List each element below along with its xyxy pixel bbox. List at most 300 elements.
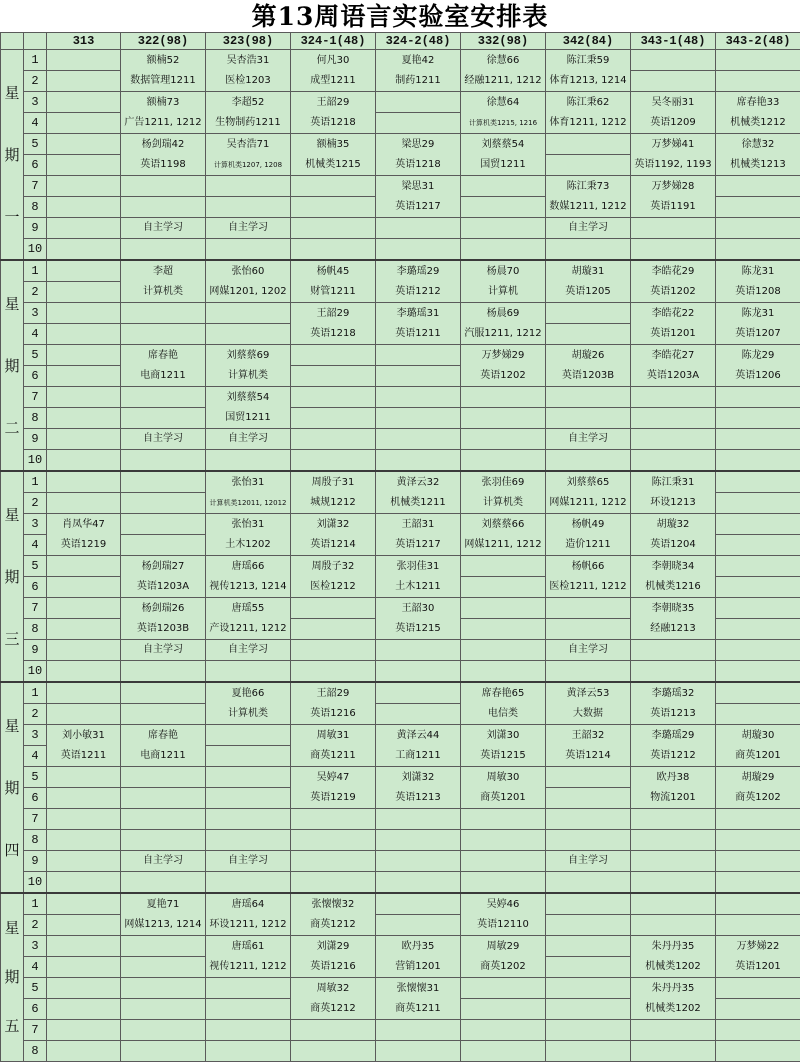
teacher-name: 杨晨69 bbox=[461, 304, 545, 324]
teacher-name: 张懐懐31 bbox=[376, 979, 460, 999]
teacher-name: 自主学习 bbox=[206, 429, 290, 449]
teacher-name: 黄泽云53 bbox=[546, 684, 630, 704]
empty-cell bbox=[546, 598, 631, 619]
class-name: 经融1211, 1212 bbox=[461, 71, 545, 91]
empty-cell bbox=[716, 556, 800, 577]
schedule-cell bbox=[121, 345, 206, 387]
teacher-name: 李璐瑶32 bbox=[631, 684, 715, 704]
teacher-name: 刘潇30 bbox=[461, 726, 545, 746]
class-name: 城规1212 bbox=[291, 493, 375, 513]
room-header: 332(98) bbox=[461, 33, 546, 50]
class-name: 英语1212 bbox=[631, 746, 715, 766]
schedule-cell bbox=[121, 50, 206, 92]
empty-cell bbox=[47, 788, 121, 809]
class-name: 英语1207 bbox=[716, 324, 800, 344]
class-name: 英语1211 bbox=[376, 324, 460, 344]
teacher-name: 夏艳66 bbox=[206, 684, 290, 704]
class-name: 汽服1211, 1212 bbox=[461, 324, 545, 344]
empty-cell bbox=[376, 830, 461, 851]
schedule-cell bbox=[546, 851, 631, 872]
teacher-name: 陈龙31 bbox=[716, 304, 800, 324]
empty-cell bbox=[47, 915, 121, 936]
class-name: 英语1206 bbox=[716, 366, 800, 386]
empty-cell bbox=[47, 218, 121, 239]
teacher-name: 吴婷46 bbox=[461, 895, 545, 915]
empty-cell bbox=[546, 830, 631, 851]
empty-cell bbox=[631, 239, 716, 261]
teacher-name: 胡璇26 bbox=[546, 346, 630, 366]
schedule-cell bbox=[461, 92, 546, 134]
corner-cell bbox=[1, 33, 24, 50]
schedule-cell bbox=[631, 514, 716, 556]
schedule-cell bbox=[546, 682, 631, 725]
period-number: 1 bbox=[24, 682, 47, 704]
class-name: 生物制药1211 bbox=[206, 113, 290, 133]
class-name: 英语1218 bbox=[291, 113, 375, 133]
schedule-row bbox=[1, 218, 800, 239]
schedule-cell bbox=[121, 134, 206, 176]
teacher-name: 唐瑶61 bbox=[206, 937, 290, 957]
class-name: 电商1211 bbox=[121, 746, 205, 766]
empty-cell bbox=[461, 830, 546, 851]
class-name: 英语1214 bbox=[546, 746, 630, 766]
schedule-cell bbox=[121, 851, 206, 872]
period-number: 5 bbox=[24, 134, 47, 155]
teacher-name: 自主学习 bbox=[546, 851, 630, 871]
empty-cell bbox=[47, 619, 121, 640]
empty-cell bbox=[716, 640, 800, 661]
empty-cell bbox=[716, 1041, 800, 1062]
day-label: 星期一 bbox=[1, 50, 24, 261]
teacher-name: 刘蔡蔡66 bbox=[461, 515, 545, 535]
period-number: 4 bbox=[24, 324, 47, 345]
empty-cell bbox=[47, 345, 121, 366]
empty-cell bbox=[291, 408, 376, 429]
schedule-row bbox=[1, 640, 800, 661]
class-name: 英语1218 bbox=[376, 155, 460, 175]
empty-cell bbox=[716, 408, 800, 429]
teacher-name: 陈江秉59 bbox=[546, 51, 630, 71]
class-name: 英语1217 bbox=[376, 197, 460, 217]
class-name: 英语1218 bbox=[291, 324, 375, 344]
day-label: 星期二 bbox=[1, 260, 24, 471]
empty-cell bbox=[47, 134, 121, 155]
empty-cell bbox=[291, 830, 376, 851]
empty-cell bbox=[121, 303, 206, 324]
schedule-cell bbox=[206, 598, 291, 640]
class-name: 国贸1211 bbox=[461, 155, 545, 175]
class-name: 计算机类 bbox=[121, 282, 205, 302]
room-header: 343-2(48) bbox=[716, 33, 800, 50]
schedule-cell bbox=[206, 429, 291, 450]
empty-cell bbox=[461, 661, 546, 683]
empty-cell bbox=[546, 619, 631, 640]
teacher-name: 额楠52 bbox=[121, 51, 205, 71]
empty-cell bbox=[716, 197, 800, 218]
day-label: 星期五 bbox=[1, 893, 24, 1062]
class-name: 英语1203A bbox=[631, 366, 715, 386]
teacher-name: 自主学习 bbox=[206, 851, 290, 871]
schedule-cell bbox=[631, 682, 716, 725]
empty-cell bbox=[47, 704, 121, 725]
empty-cell bbox=[47, 71, 121, 92]
empty-cell bbox=[546, 661, 631, 683]
empty-cell bbox=[716, 809, 800, 830]
empty-cell bbox=[121, 788, 206, 809]
empty-cell bbox=[47, 893, 121, 915]
class-name: 计算机类12011, 12012 bbox=[206, 493, 290, 513]
empty-cell bbox=[546, 893, 631, 915]
teacher-name: 李皓花22 bbox=[631, 304, 715, 324]
schedule-cell bbox=[206, 345, 291, 387]
class-name: 计算机类1215, 1216 bbox=[461, 113, 545, 133]
period-number: 6 bbox=[24, 788, 47, 809]
empty-cell bbox=[716, 71, 800, 92]
period-number: 8 bbox=[24, 830, 47, 851]
class-name: 英语1192, 1193 bbox=[631, 155, 715, 175]
empty-cell bbox=[716, 830, 800, 851]
empty-cell bbox=[121, 387, 206, 408]
schedule-cell bbox=[47, 725, 121, 767]
empty-cell bbox=[461, 851, 546, 872]
empty-cell bbox=[47, 450, 121, 472]
teacher-name: 黄泽云32 bbox=[376, 473, 460, 493]
period-number: 5 bbox=[24, 345, 47, 366]
teacher-name: 杨剑瑞26 bbox=[121, 599, 205, 619]
schedule-cell bbox=[376, 767, 461, 809]
schedule-cell bbox=[206, 50, 291, 92]
empty-cell bbox=[376, 704, 461, 725]
teacher-name: 夏艳42 bbox=[376, 51, 460, 71]
empty-cell bbox=[376, 239, 461, 261]
teacher-name: 陈龙31 bbox=[716, 262, 800, 282]
class-name: 土木1202 bbox=[206, 535, 290, 555]
period-number: 6 bbox=[24, 366, 47, 387]
empty-cell bbox=[546, 324, 631, 345]
room-header: 342(84) bbox=[546, 33, 631, 50]
teacher-name: 万梦娣28 bbox=[631, 177, 715, 197]
schedule-row bbox=[1, 471, 800, 493]
teacher-name: 王韶30 bbox=[376, 599, 460, 619]
empty-cell bbox=[47, 324, 121, 345]
schedule-cell bbox=[121, 218, 206, 239]
teacher-name: 张怡31 bbox=[206, 515, 290, 535]
schedule-row bbox=[1, 556, 800, 577]
empty-cell bbox=[206, 788, 291, 809]
schedule-cell bbox=[631, 345, 716, 387]
schedule-cell bbox=[546, 725, 631, 767]
schedule-row bbox=[1, 725, 800, 746]
empty-cell bbox=[461, 239, 546, 261]
empty-cell bbox=[376, 640, 461, 661]
empty-cell bbox=[716, 999, 800, 1020]
schedule-row bbox=[1, 1041, 800, 1062]
schedule-row bbox=[1, 1020, 800, 1041]
teacher-name: 陈江秉31 bbox=[631, 473, 715, 493]
schedule-cell bbox=[206, 682, 291, 725]
empty-cell bbox=[47, 303, 121, 324]
period-number: 7 bbox=[24, 176, 47, 197]
empty-cell bbox=[47, 176, 121, 197]
empty-cell bbox=[47, 556, 121, 577]
empty-cell bbox=[716, 915, 800, 936]
teacher-name: 王韶29 bbox=[291, 93, 375, 113]
schedule-cell bbox=[716, 725, 800, 767]
empty-cell bbox=[376, 366, 461, 387]
teacher-name: 李朝晓34 bbox=[631, 557, 715, 577]
schedule-cell bbox=[461, 682, 546, 725]
empty-cell bbox=[716, 50, 800, 71]
class-name: 电商1211 bbox=[121, 366, 205, 386]
room-header: 313 bbox=[47, 33, 121, 50]
empty-cell bbox=[47, 50, 121, 71]
class-name: 制药1211 bbox=[376, 71, 460, 91]
teacher-name: 周敏30 bbox=[461, 768, 545, 788]
empty-cell bbox=[47, 429, 121, 450]
schedule-cell bbox=[291, 556, 376, 598]
room-header: 323(98) bbox=[206, 33, 291, 50]
schedule-cell bbox=[376, 725, 461, 767]
empty-cell bbox=[376, 682, 461, 704]
period-number: 8 bbox=[24, 1041, 47, 1062]
teacher-name: 梁思29 bbox=[376, 135, 460, 155]
schedule-table bbox=[0, 32, 800, 1062]
empty-cell bbox=[461, 619, 546, 640]
class-name: 英语1203B bbox=[121, 619, 205, 639]
teacher-name: 吴杏浩71 bbox=[206, 135, 290, 155]
header-row bbox=[1, 33, 800, 50]
empty-cell bbox=[461, 197, 546, 218]
empty-cell bbox=[47, 282, 121, 303]
teacher-name: 张怡60 bbox=[206, 262, 290, 282]
empty-cell bbox=[546, 1041, 631, 1062]
period-number: 9 bbox=[24, 640, 47, 661]
class-name: 计算机类 bbox=[206, 704, 290, 724]
empty-cell bbox=[291, 366, 376, 387]
period-number: 8 bbox=[24, 197, 47, 218]
schedule-cell bbox=[716, 92, 800, 134]
class-name: 英语1215 bbox=[461, 746, 545, 766]
empty-cell bbox=[716, 598, 800, 619]
empty-cell bbox=[546, 239, 631, 261]
teacher-name: 朱丹丹35 bbox=[631, 979, 715, 999]
schedule-body bbox=[1, 50, 800, 1062]
teacher-name: 席春艳33 bbox=[716, 93, 800, 113]
teacher-name: 杨帆45 bbox=[291, 262, 375, 282]
empty-cell bbox=[47, 387, 121, 408]
empty-cell bbox=[206, 978, 291, 999]
class-name: 网媒1213, 1214 bbox=[121, 915, 205, 935]
class-name: 商英1201 bbox=[461, 788, 545, 808]
empty-cell bbox=[461, 218, 546, 239]
empty-cell bbox=[631, 218, 716, 239]
schedule-cell bbox=[206, 556, 291, 598]
class-name: 成型1211 bbox=[291, 71, 375, 91]
room-header: 343-1(48) bbox=[631, 33, 716, 50]
teacher-name: 李朝晓35 bbox=[631, 599, 715, 619]
class-name: 英语1219 bbox=[47, 535, 120, 555]
teacher-name: 刘蔡蔡65 bbox=[546, 473, 630, 493]
schedule-cell bbox=[546, 514, 631, 556]
empty-cell bbox=[206, 450, 291, 472]
teacher-name: 自主学习 bbox=[121, 640, 205, 660]
class-name: 商英1202 bbox=[461, 957, 545, 977]
teacher-name: 万梦娣22 bbox=[716, 937, 800, 957]
empty-cell bbox=[546, 957, 631, 978]
empty-cell bbox=[206, 1041, 291, 1062]
empty-cell bbox=[461, 429, 546, 450]
empty-cell bbox=[121, 408, 206, 429]
class-name: 英语1209 bbox=[631, 113, 715, 133]
empty-cell bbox=[47, 830, 121, 851]
teacher-name: 周敏29 bbox=[461, 937, 545, 957]
teacher-name: 刘蔡蔡69 bbox=[206, 346, 290, 366]
empty-cell bbox=[716, 514, 800, 535]
schedule-row bbox=[1, 260, 800, 282]
class-name: 计算机类1207, 1208 bbox=[206, 155, 290, 175]
empty-cell bbox=[716, 176, 800, 197]
empty-cell bbox=[631, 1020, 716, 1041]
teacher-name: 席春艳 bbox=[121, 346, 205, 366]
teacher-name: 杨帆49 bbox=[546, 515, 630, 535]
empty-cell bbox=[376, 893, 461, 915]
teacher-name: 黄泽云44 bbox=[376, 726, 460, 746]
empty-cell bbox=[291, 239, 376, 261]
teacher-name: 张怡31 bbox=[206, 473, 290, 493]
schedule-cell bbox=[631, 978, 716, 1020]
teacher-name: 胡璇31 bbox=[546, 262, 630, 282]
class-name: 造价1211 bbox=[546, 535, 630, 555]
period-number: 4 bbox=[24, 113, 47, 134]
schedule-cell bbox=[631, 725, 716, 767]
schedule-cell bbox=[206, 134, 291, 176]
teacher-name: 吴冬丽31 bbox=[631, 93, 715, 113]
schedule-cell bbox=[546, 176, 631, 218]
empty-cell bbox=[291, 661, 376, 683]
schedule-row bbox=[1, 851, 800, 872]
empty-cell bbox=[461, 408, 546, 429]
schedule-cell bbox=[631, 598, 716, 640]
schedule-cell bbox=[716, 345, 800, 387]
empty-cell bbox=[291, 197, 376, 218]
schedule-cell bbox=[716, 936, 800, 978]
teacher-name: 陈江秉73 bbox=[546, 177, 630, 197]
class-name: 产设1211, 1212 bbox=[206, 619, 290, 639]
empty-cell bbox=[461, 809, 546, 830]
teacher-name: 自主学习 bbox=[546, 429, 630, 449]
schedule-row bbox=[1, 893, 800, 915]
period-number: 2 bbox=[24, 282, 47, 303]
empty-cell bbox=[546, 936, 631, 957]
schedule-cell bbox=[206, 218, 291, 239]
schedule-cell bbox=[47, 514, 121, 556]
class-name: 英语12110 bbox=[461, 915, 545, 935]
class-name: 商英1212 bbox=[291, 999, 375, 1019]
schedule-row bbox=[1, 915, 800, 936]
empty-cell bbox=[121, 514, 206, 535]
schedule-cell bbox=[376, 936, 461, 978]
schedule-cell bbox=[461, 471, 546, 514]
class-name: 土木1211 bbox=[376, 577, 460, 597]
schedule-cell bbox=[461, 345, 546, 387]
teacher-name: 刘潇32 bbox=[376, 768, 460, 788]
teacher-name: 周殷子32 bbox=[291, 557, 375, 577]
empty-cell bbox=[47, 113, 121, 134]
empty-cell bbox=[121, 830, 206, 851]
empty-cell bbox=[546, 303, 631, 324]
schedule-cell bbox=[376, 176, 461, 218]
period-number: 1 bbox=[24, 471, 47, 493]
teacher-name: 自主学习 bbox=[121, 851, 205, 871]
class-name: 物流1201 bbox=[631, 788, 715, 808]
teacher-name: 杨帆66 bbox=[546, 557, 630, 577]
schedule-row bbox=[1, 176, 800, 197]
empty-cell bbox=[716, 387, 800, 408]
teacher-name: 王韶32 bbox=[546, 726, 630, 746]
class-name: 环设1211, 1212 bbox=[206, 915, 290, 935]
schedule-cell bbox=[121, 725, 206, 767]
period-number: 5 bbox=[24, 978, 47, 999]
empty-cell bbox=[121, 450, 206, 472]
schedule-cell bbox=[206, 260, 291, 303]
class-name: 英语1212 bbox=[376, 282, 460, 302]
empty-cell bbox=[206, 324, 291, 345]
schedule-row bbox=[1, 92, 800, 113]
class-name: 大数据 bbox=[546, 704, 630, 724]
teacher-name: 自主学习 bbox=[546, 640, 630, 660]
period-number: 5 bbox=[24, 767, 47, 788]
empty-cell bbox=[376, 387, 461, 408]
period-number: 1 bbox=[24, 893, 47, 915]
empty-cell bbox=[291, 176, 376, 197]
class-name: 体育1211, 1212 bbox=[546, 113, 630, 133]
schedule-cell bbox=[121, 598, 206, 640]
empty-cell bbox=[206, 725, 291, 746]
class-name: 网媒1201, 1202 bbox=[206, 282, 290, 302]
empty-cell bbox=[291, 450, 376, 472]
empty-cell bbox=[716, 893, 800, 915]
empty-cell bbox=[546, 408, 631, 429]
schedule-cell bbox=[631, 303, 716, 345]
teacher-name: 李皓花27 bbox=[631, 346, 715, 366]
empty-cell bbox=[461, 176, 546, 197]
empty-cell bbox=[206, 1020, 291, 1041]
empty-cell bbox=[47, 1041, 121, 1062]
schedule-cell bbox=[546, 92, 631, 134]
teacher-name: 自主学习 bbox=[546, 218, 630, 238]
teacher-name: 张羽佳31 bbox=[376, 557, 460, 577]
schedule-row bbox=[1, 345, 800, 366]
schedule-row bbox=[1, 978, 800, 999]
class-name: 英语1215 bbox=[376, 619, 460, 639]
teacher-name: 肖凤华47 bbox=[47, 515, 120, 535]
class-name: 财管1211 bbox=[291, 282, 375, 302]
class-name: 网媒1211, 1212 bbox=[461, 535, 545, 555]
period-number: 4 bbox=[24, 957, 47, 978]
empty-cell bbox=[121, 872, 206, 894]
class-name: 英语1213 bbox=[631, 704, 715, 724]
teacher-name: 张羽佳69 bbox=[461, 473, 545, 493]
class-name: 英语1201 bbox=[716, 957, 800, 977]
schedule-cell bbox=[631, 134, 716, 176]
period-number: 3 bbox=[24, 303, 47, 324]
teacher-name: 夏艳71 bbox=[121, 895, 205, 915]
class-name: 英语1198 bbox=[121, 155, 205, 175]
class-name: 英语1216 bbox=[291, 957, 375, 977]
period-number: 6 bbox=[24, 999, 47, 1020]
empty-cell bbox=[631, 408, 716, 429]
room-header: 322(98) bbox=[121, 33, 206, 50]
